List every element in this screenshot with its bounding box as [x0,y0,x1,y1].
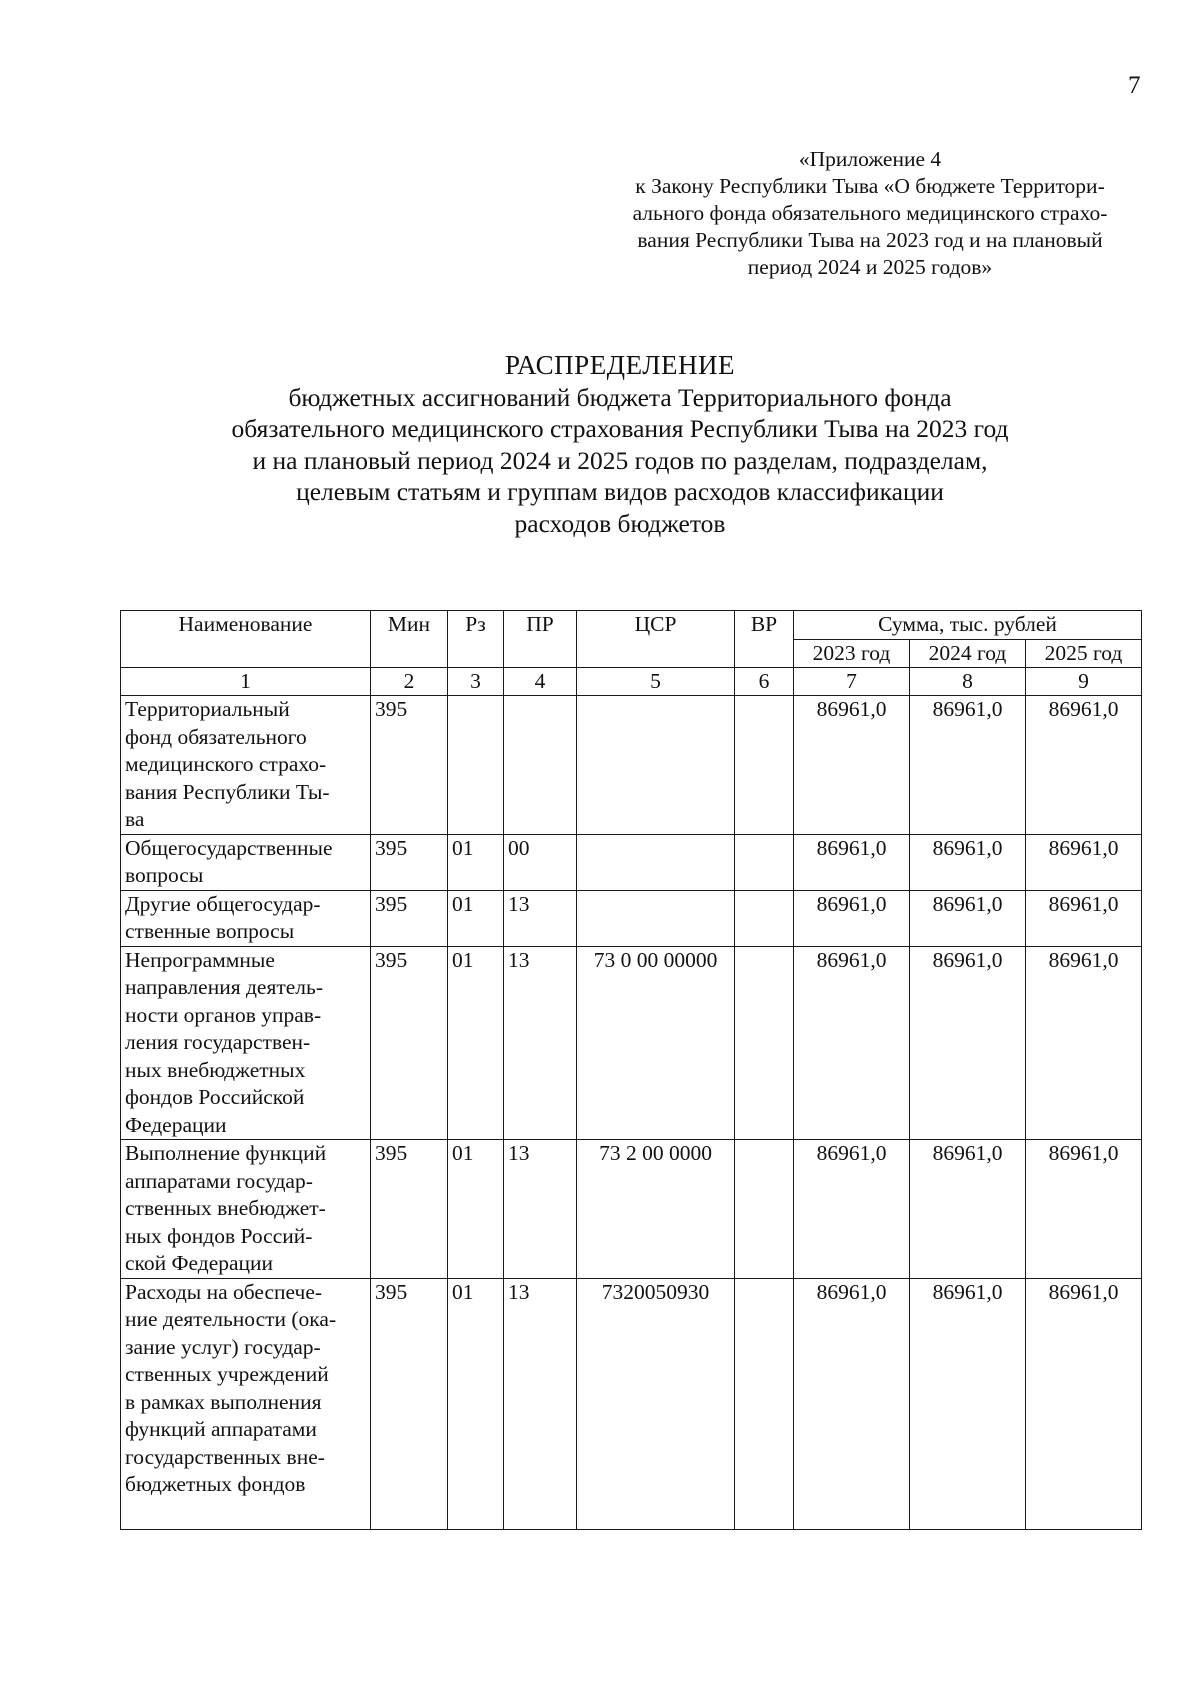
table-row [121,1140,1142,1279]
cell-amount-2024: 86961,0 [910,1140,1026,1279]
budget-table [120,610,1142,1530]
cell-amount-2024: 86961,0 [910,696,1026,835]
title-heading: РАСПРЕДЕЛЕНИЕ [504,350,736,380]
cell-name-line: ской Федерации [125,1251,274,1275]
column-number: 4 [504,668,577,696]
cell-rz [448,696,504,835]
cell-rz: 01 [448,834,504,890]
cell-csr: 7320050930 [577,1278,735,1529]
cell-pr [504,696,577,835]
page-number: 7 [1128,72,1141,99]
cell-rz: 01 [448,1140,504,1279]
appendix-reference [600,146,1140,281]
cell-min: 395 [371,890,448,946]
cell-name-line: ние деятельности (ока- [125,1307,337,1331]
cell-csr: 73 2 00 0000 [577,1140,735,1279]
title-line: расходов бюджетов [514,508,726,538]
table-body [121,668,1142,1530]
cell-amount-2023: 86961,0 [794,696,910,835]
appendix-line: к Закону Республики Тыва «О бюджете Территори- [635,174,1105,198]
cell-min: 395 [371,834,448,890]
cell-vr [735,1140,794,1279]
cell-name-line: ных внебюджетных [125,1057,306,1082]
cell-name-line: ления государствен- [125,1030,311,1054]
cell-name-line: ности органов управ- [125,1002,322,1027]
cell-vr [735,1278,794,1529]
cell-name-line: фондов Российской [125,1085,305,1109]
header-year-2023: 2023 год [794,639,910,668]
cell-pr: 13 [504,1140,577,1279]
cell-name-line: Выполнение функций [125,1141,327,1165]
appendix-line: вания Республики Тыва на 2023 год и на плановый [637,228,1103,252]
table-row [121,946,1142,1140]
cell-name [121,1278,371,1529]
cell-rz: 01 [448,1278,504,1529]
cell-name-line: Другие общегосудар- [125,891,321,916]
cell-amount-2023: 86961,0 [794,1140,910,1279]
table-row [121,1278,1142,1529]
cell-name-line: Общегосударственные [125,835,333,860]
cell-name [121,946,371,1140]
table-row [121,834,1142,890]
cell-amount-2025: 86961,0 [1026,1278,1142,1529]
cell-name-line: ственных внебюджет- [125,1196,326,1220]
cell-amount-2024: 86961,0 [910,1278,1026,1529]
cell-vr [735,834,794,890]
header-rz: Рз [448,611,504,668]
cell-name-line: вопросы [125,863,204,887]
cell-amount-2024: 86961,0 [910,946,1026,1140]
column-number: 1 [121,668,371,696]
cell-rz: 01 [448,946,504,1140]
cell-name-line: в рамках выполнения [125,1389,322,1414]
cell-name-line: ственных учреждений [125,1362,329,1386]
cell-vr [735,946,794,1140]
title-line: целевым статьям и группам видов расходов классификации [296,477,944,506]
appendix-line: «Приложение 4 [798,147,942,171]
column-number: 3 [448,668,504,696]
column-number: 6 [735,668,794,696]
cell-amount-2023: 86961,0 [794,834,910,890]
cell-name-line: функций аппаратами [125,1417,317,1441]
header-year-2025: 2025 год [1026,639,1142,668]
table-row [121,890,1142,946]
title-line: обязательного медицинского страхования Республики Тыва на 2023 год [231,414,1009,443]
header-min: Мин [371,611,448,668]
header-vr: ВР [735,611,794,668]
cell-name-line: бюджетных фондов [125,1472,306,1496]
cell-min: 395 [371,696,448,835]
cell-amount-2023: 86961,0 [794,1278,910,1529]
cell-name-line: зание услуг) государ- [125,1334,321,1359]
title-line: бюджетных ассигнований бюджета Территориального фонда [288,382,952,412]
cell-amount-2024: 86961,0 [910,834,1026,890]
cell-name [121,696,371,835]
cell-name-line: аппаратами государ- [125,1168,313,1193]
cell-name-line: фонд обязательного [125,724,307,749]
cell-name-line: ственные вопросы [125,919,295,943]
cell-pr: 00 [504,834,577,890]
cell-name [121,890,371,946]
cell-name-line: Федерации [125,1112,227,1137]
column-number: 5 [577,668,735,696]
appendix-line: ального фонда обязательного медицинского страхо- [632,201,1108,225]
cell-name-line: медицинского страхо- [125,752,327,776]
cell-amount-2025: 86961,0 [1026,946,1142,1140]
cell-name-line: ных фондов Россий- [125,1223,313,1248]
cell-name [121,1140,371,1279]
cell-csr [577,890,735,946]
cell-pr: 13 [504,946,577,1140]
cell-amount-2023: 86961,0 [794,890,910,946]
column-number: 8 [910,668,1026,696]
cell-amount-2023: 86961,0 [794,946,910,1140]
column-number: 7 [794,668,910,696]
cell-name-line: Расходы на обеспече- [125,1279,323,1304]
cell-name-line: Территориальный [125,697,290,721]
header-year-2024: 2024 год [910,639,1026,668]
cell-name-line: ва [125,807,145,831]
column-number-row [121,668,1142,696]
column-number: 2 [371,668,448,696]
cell-amount-2025: 86961,0 [1026,834,1142,890]
cell-name [121,834,371,890]
column-number: 9 [1026,668,1142,696]
cell-csr [577,696,735,835]
table-header [121,611,1142,668]
cell-min: 395 [371,946,448,1140]
cell-amount-2025: 86961,0 [1026,890,1142,946]
cell-csr [577,834,735,890]
cell-amount-2024: 86961,0 [910,890,1026,946]
cell-pr: 13 [504,1278,577,1529]
appendix-line: период 2024 и 2025 годов» [747,255,993,279]
cell-name-line: вания Республики Ты- [125,779,330,804]
cell-amount-2025: 86961,0 [1026,696,1142,835]
header-csr: ЦСР [577,611,735,668]
header-sum: Сумма, тыс. рублей [794,611,1142,640]
cell-name-line: государственных вне- [125,1444,325,1469]
header-pr: ПР [504,611,577,668]
cell-min: 395 [371,1278,448,1529]
table-row [121,696,1142,835]
cell-pr: 13 [504,890,577,946]
cell-rz: 01 [448,890,504,946]
cell-min: 395 [371,1140,448,1279]
document-title [120,350,1120,539]
header-name: Наименование [121,611,371,668]
cell-name-line: Непрограммные [125,947,275,972]
cell-amount-2025: 86961,0 [1026,1140,1142,1279]
cell-csr: 73 0 00 00000 [577,946,735,1140]
cell-name-line: направления деятель- [125,975,323,999]
title-line: и на плановый период 2024 и 2025 годов по разделам, подразделам, [252,445,988,475]
cell-vr [735,696,794,835]
cell-vr [735,890,794,946]
